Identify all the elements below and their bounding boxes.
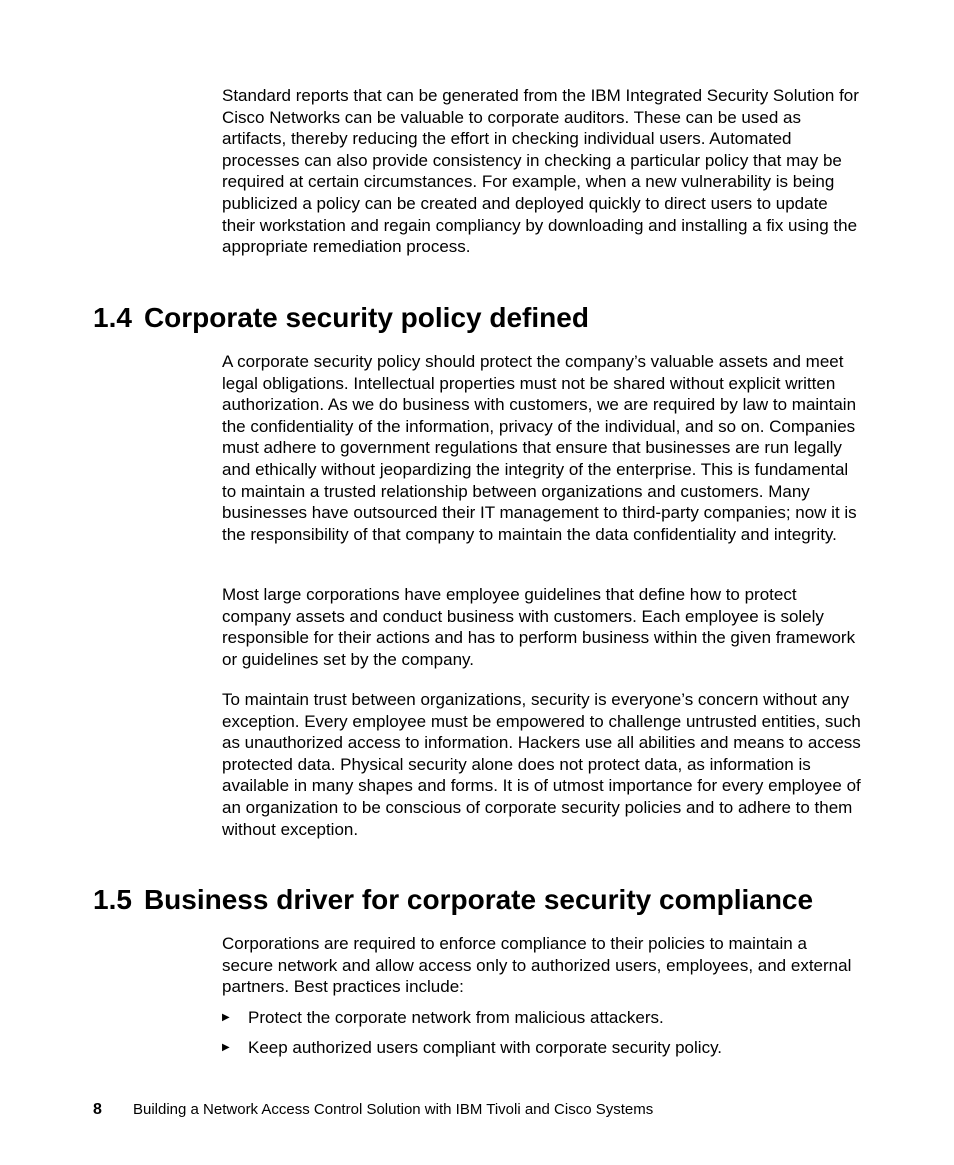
section-1-4-paragraph-1: A corporate security policy should protect the company’s valuable assets and meet legal obligations. Intellectual properties must not be shared without explicit written authorization. As we do business with customers, we are required by law to maintain the confidentiality of the information, privacy of the individual, and so on. Companies must adhere to government regulations that ensure that businesses are run legally and ethically without jeopardizing the integrity of the enterprise. This is fundamental to maintain a trusted relationship between organizations and customers. Many businesses have outsourced their IT management to third-party companies; now it is the responsibility of that company to maintain the data confidentiality and integrity.: [222, 352, 857, 544]
book-title: Building a Network Access Control Solution with IBM Tivoli and Cisco Systems: [133, 1101, 654, 1118]
bullet-arrow-icon: ▶: [222, 1041, 230, 1053]
section-title: Corporate security policy defined: [143, 302, 589, 333]
list-item-text: Protect the corporate network from malicious attackers.: [248, 1008, 664, 1027]
section-heading-1-5: [93, 883, 813, 917]
section-number: 1.5: [93, 884, 132, 915]
bullet-arrow-icon: ▶: [222, 1012, 230, 1023]
page-number: 8: [93, 1101, 102, 1118]
list-item: [222, 1037, 862, 1059]
section-title: Business driver for corporate security compliance: [143, 884, 814, 915]
section-1-4-paragraph-2: Most large corporations have employee guidelines that define how to protect company assets and conduct business with customers. Each employee is solely responsible for their actions and has to perform business within the given framework or guidelines set by the company.: [222, 585, 856, 669]
page-footer: [93, 1100, 653, 1120]
section-heading-1-4: [93, 301, 589, 335]
list-item-text: Keep authorized users compliant with corporate security policy.: [248, 1037, 723, 1057]
intro-paragraph: Standard reports that can be generated from the IBM Integrated Security Solution for Cisco Networks can be valuable to corporate auditors. These can be used as artifacts, thereby reducing the effort in checking individual users. Automated processes can also provide consistency in checking a particular policy that may be required at certain circumstances. For example, when a new vulnerability is being publicized a policy can be created and deployed quickly to direct users to update their workstation and regain compliancy by downloading and installing a fix using the appropriate remediation process.: [222, 86, 859, 257]
best-practices-list: [222, 1007, 862, 1067]
section-1-4-paragraph-3: To maintain trust between organizations, security is everyone’s concern without any exception. Every employee must be empowered to challenge untrusted entities, such as unauthorized access to information. Hackers use all abilities and means to access protected data. Physical security alone does not protect data, as information is available in many shapes and forms. It is of utmost importance for every employee of an organization to be conscious of corporate security policies and to adhere to them without exception.: [222, 690, 861, 839]
section-1-5-paragraph-1: Corporations are required to enforce compliance to their policies to maintain a secure network and allow access only to authorized users, employees, and external partners. Best practices include:: [222, 934, 852, 997]
section-number: 1.4: [93, 302, 132, 333]
list-item: [222, 1007, 862, 1029]
